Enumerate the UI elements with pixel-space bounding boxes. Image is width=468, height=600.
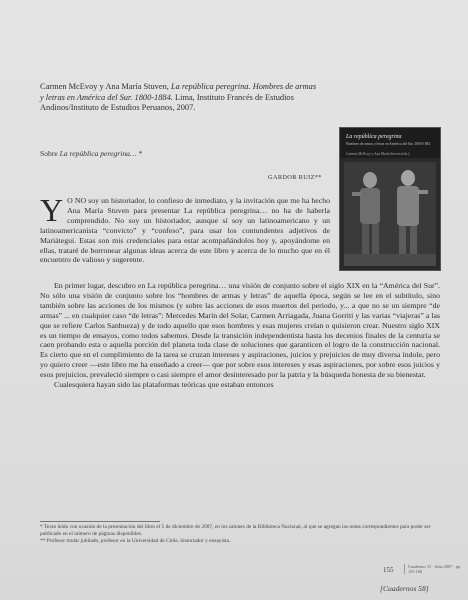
cover-illustration [340,158,440,270]
citation-subtitle: Hombres de armas y letras en América del Sur. 1800-1884. [40,82,317,102]
handwritten-annotation: [Cuadernos 58] [380,584,429,593]
citation-publisher: Lima, Instituto Francés de Estudios Andinos/Instituto de Estudios Peruanos, 2007. [40,92,294,113]
cover-subtitle: Hombres de armas y letras en América del Sur, 1800-1884 [346,142,431,146]
article-body-top [40,192,330,265]
paragraph-1-text: O NO soy un historiador, lo confieso de inmediato, y la invitación que me ha hecho Ana María Stuven para presentar La república peregrina… no ha de haberla comprendido. No soy un historiador, aunque sí soy un latinoamericano y un latinoamericanista “convicto” y “confeso”, para usar los contundentes adjetivos de Mariátegui. Estas son mis credenciales para estar acompañándolos hoy y, apoyándome en ellas, trataré de borronear algunas ideas acerca de este libro y acerca de lo mucho que en él encuentro de valioso y sugerente. [40,196,330,265]
review-heading [40,149,142,158]
review-heading-title: La república peregrina… [59,149,137,158]
citation-title: La república peregrina. [170,82,251,91]
cover-title: La república peregrina [346,134,402,140]
footnote-1: * Texto leído con ocasión de la presentación del libro el 5 de diciembre de 2007, en los salones de la Biblioteca Nacional, al que se agregan las notas correspondientes para poder ser publicado en el número de páginas disponibles. [40,524,431,537]
review-heading-prefix: Sobre [40,149,58,158]
article-body-bottom [40,281,440,390]
paragraph-2: En primer lugar, descubro en La república peregrina… una visión de conjunto sobre el siglo XIX en la “América del Sur”. No sólo una visión de conjunto sobre los “hombres de armas y letras” de aquella época, según se lee en el subtítulo, sino también sobre las acciones de los mismos (y sobre las acciones de esos muertos del periodo, y... a que no se un siempre “de armas” ... en cualquier caso “de letras”: Mercedes Marín del Solar, Carmen Arriagada, Juana Gorriti y las varias “viajeras” a las que se refiere Carlos Sanhueza) y de todo aquello que esos hombres y esas mujeres creían o quisieron crear. Nuestro siglo XIX es un tiempo de ensayos, como todos sabemos. Desde la transición independentista hasta los decenios finales de la centuria se caen probando esta o aquella porción del planeta toda clase de soluciones que garanticen el logro de la construcción nacional. Es cierto que en el cumplimiento de la tarea se cruzan intereses y aspiraciones, juicios y prejuicios de muy diversa índole, pero yo quiero creer —este libro me ha enseñado a creer— que por sobre esos intereses y esas aspiraciones, por sobre esos juicios y esos prejuicios, prevaleció siempre o casi siempre el amor desinteresado por la patria y la búsqueda honesta de su bienestar. [40,281,440,380]
journal-info: Cuadernos 15 · Julio 2007 · pp. 155-160 [404,564,468,574]
paragraph-3: Cualesquiera hayan sido las plataformas teóricas que estaban entonces [54,380,274,390]
book-cover-image [340,128,440,270]
citation-authors: Carmen McEvoy y Ana María Stuven, [40,82,169,91]
review-author: GARDOR RUIZ** [268,174,322,181]
footnotes [40,524,440,545]
drop-cap: Y [40,192,64,228]
book-citation [40,82,318,114]
page-number: 155 [383,566,394,574]
footnote-2: ** Profesor titular jubilado, profesor en la Universidad de Chile, historiador y ensayista. [40,538,231,544]
cover-authors: Carmen McEvoy y Ana María Stuven (eds.) [346,152,410,156]
review-heading-mark: * [138,149,143,158]
paragraph-1 [40,192,330,265]
footnote-divider [40,521,160,522]
